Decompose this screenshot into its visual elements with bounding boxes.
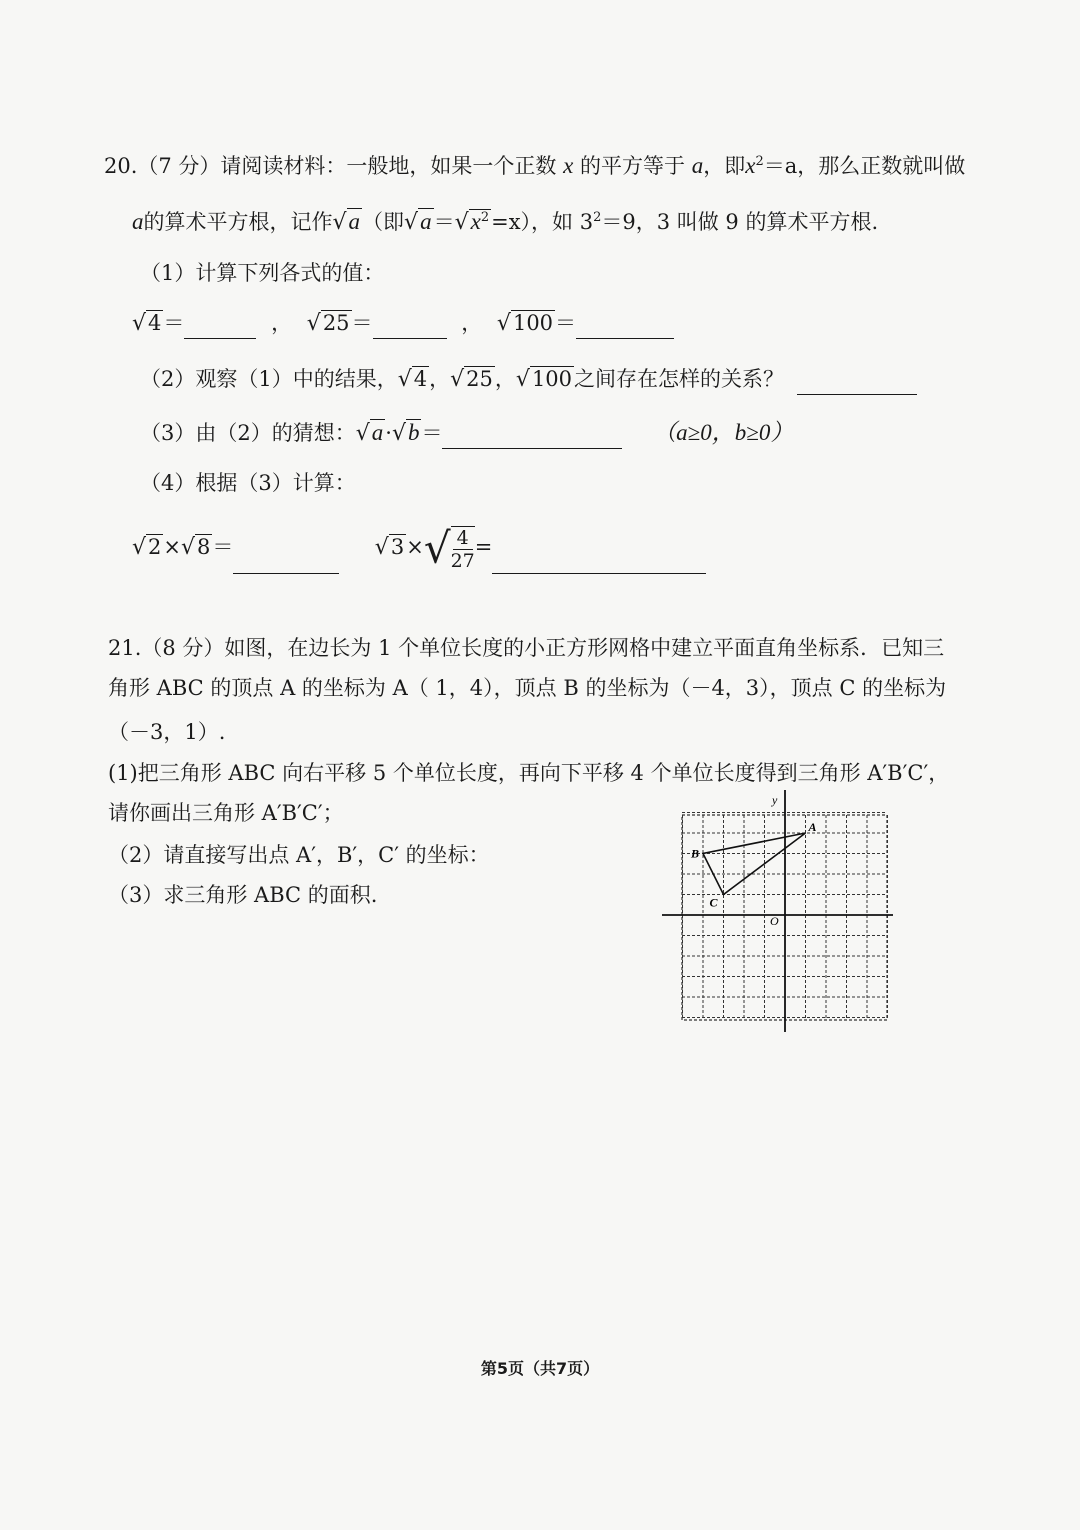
origin-label: O [770, 914, 779, 928]
q21-subq1a: (1)把三角形 ABC 向右平移 5 个单位长度，再向下平移 4 个单位长度得到三角形 A′B′C′， [108, 761, 950, 785]
vertex-label-c: C [709, 895, 718, 910]
q20-part1-items: √4＝ ， √25＝ ， √100＝ [132, 308, 674, 339]
answer-blank-sqrt3-frac[interactable] [492, 553, 706, 574]
q21-subq3: （3）求三角形 ABC 的面积. [108, 883, 378, 907]
q20-definition: a的算术平方根，记作√a（即$√a=√x^2=x$），如 $3^2=9$，3 叫做 9 的算术平方根. [132, 209, 879, 235]
y-axis-label: y [772, 793, 778, 807]
answer-blank-sqrt4[interactable] [184, 318, 256, 339]
answer-blank-conjecture[interactable] [442, 428, 622, 449]
q21-subq2: （2）请直接写出点 A′，B′，C′ 的坐标： [108, 843, 490, 867]
q20-intro: 20.（7 分）请阅读材料：一般地，如果一个正数 x 的平方等于 a，即$x^2=a$，那么正数就叫做 [104, 153, 966, 178]
q21-subq1b: 请你画出三角形 A′B′C′； [108, 801, 344, 825]
answer-blank-sqrt100[interactable] [576, 318, 674, 339]
q20-part3: （3）由（2）的猜想：√a·√b＝ （a≥0，b≥0） [140, 418, 793, 449]
vertex-label-a: A [808, 820, 817, 834]
vertex-label-b: B [691, 846, 700, 861]
q21-line3: （－3，1）. [108, 720, 226, 744]
q21-line1: 21.（8 分）如图，在边长为 1 个单位长度的小正方形网格中建立平面直角坐标系．已知三 [108, 636, 945, 660]
q20-part2: （2）观察（1）中的结果，√4，√25，√100之间存在怎样的关系？ [140, 364, 917, 395]
coordinate-grid-figure [656, 786, 896, 1036]
triangle-abc [703, 833, 806, 895]
fraction-4-27: $\frac{4}{27}$ [450, 526, 475, 572]
answer-blank-sqrt25[interactable] [373, 318, 447, 339]
q21-line2: 角形 ABC 的顶点 A 的坐标为 A（ 1，4），顶点 B 的坐标为（－4，3），顶点 C 的坐标为 [108, 676, 947, 700]
answer-blank-relation[interactable] [797, 374, 917, 395]
page-footer: 第5页（共7页） [480, 1359, 600, 1378]
q20-part4-items: √2×√8＝ √3×√ $\frac{4}{27}$ = [132, 522, 706, 574]
answer-blank-sqrt2-sqrt8[interactable] [233, 553, 339, 574]
q20-part4-heading: （4）根据（3）计算： [140, 471, 356, 495]
q20-part1-heading: （1）计算下列各式的值： [140, 261, 385, 285]
